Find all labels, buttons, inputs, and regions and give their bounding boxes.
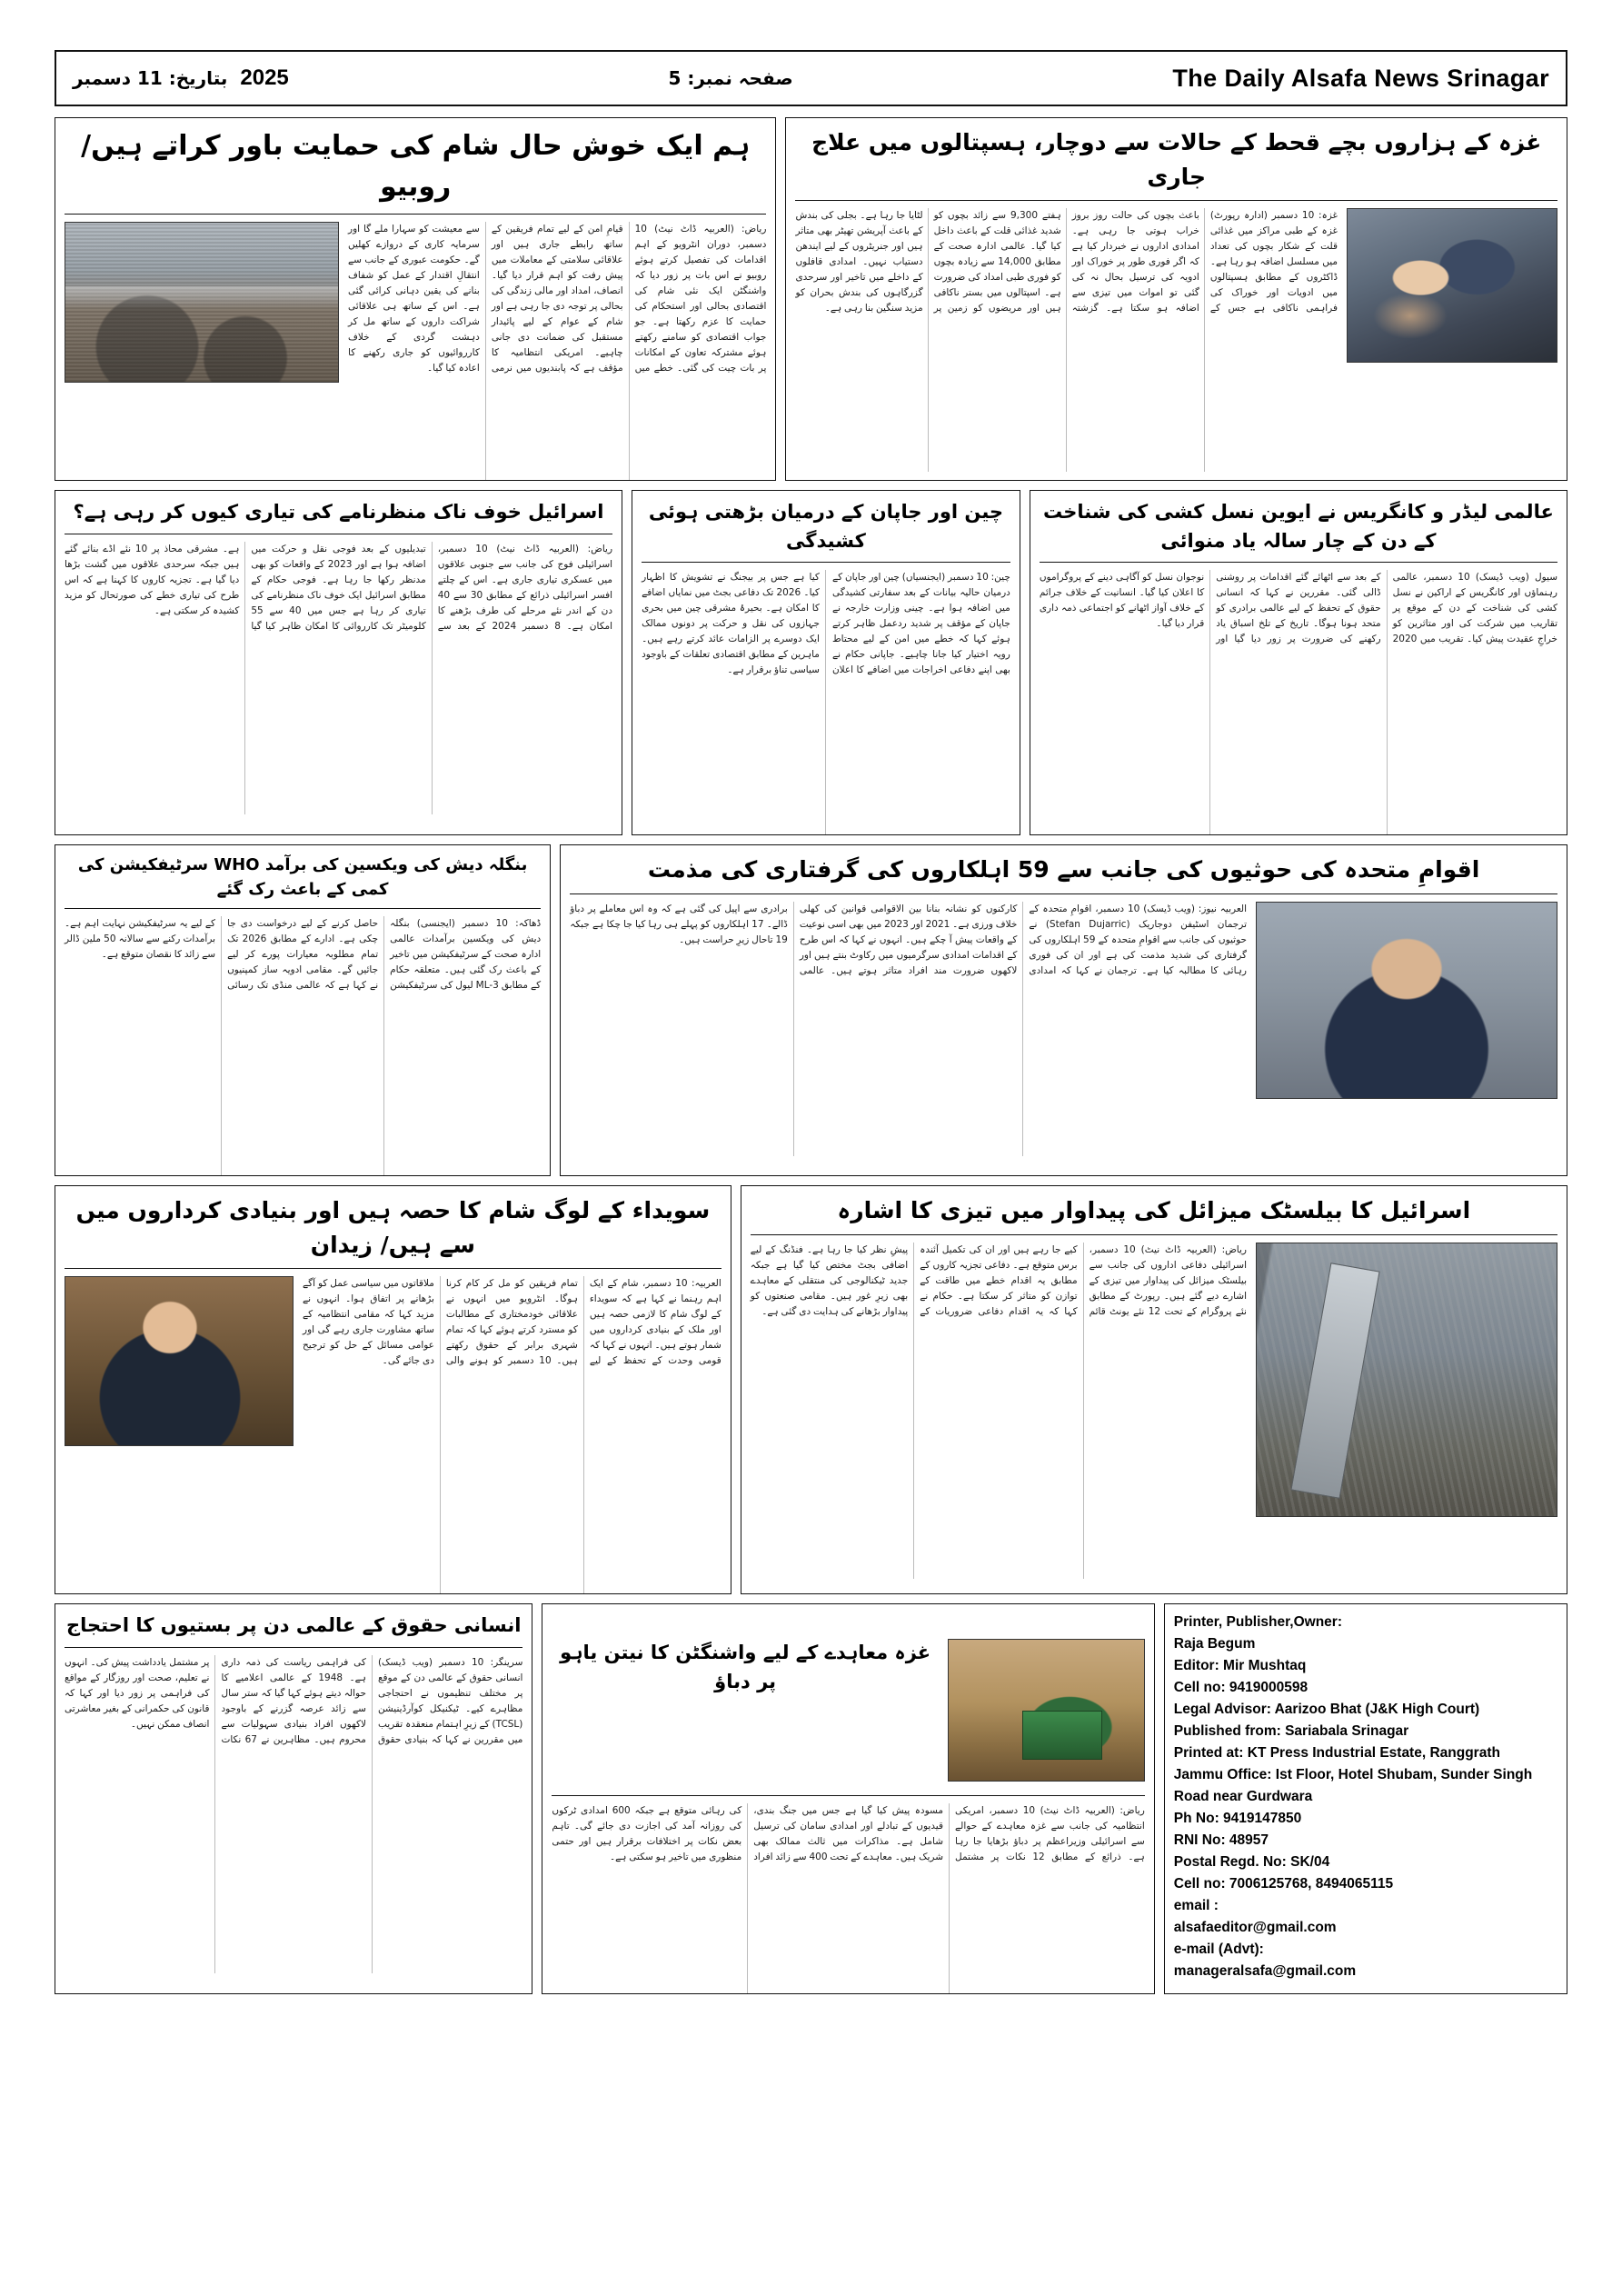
issue-date: بتاریخ: 11 دسمبر xyxy=(73,67,228,89)
body-gaza-deal xyxy=(552,1803,1144,1994)
imprint-box xyxy=(1164,1603,1567,1994)
text-zaidan: شام کے ایک اہم رہنما نے کہا ہے کہ سویداء کے لوگ شام کا لازمی حصہ ہیں اور ملک کے بنیادی کرداروں میں شمار ہوتے ہیں۔ انہوں نے کہا کہ قومی وحدت کے تحفظ کے لیے تمام فریقین کو مل کر کام کرنا ہوگا۔ انٹرویو میں انہوں نے علاقائی خودمختاری کے مطالبات کو مسترد کرتے ہوئے کہا کہ تمام شہری برابر کے حقوق رکھتے ہیں۔ 10 دسمبر کو ہونے والی ملاقاتوں میں سیاسی عمل کو آگے بڑھانے پر اتفاق ہوا۔ انہوں نے مزید کہا کہ مقامی انتظامیہ کے ساتھ مشاورت جاری رہے گی اور عوامی مسائل کے حل کو ترجیح دی جائے گی۔ xyxy=(303,1278,721,1366)
text-gaza-deal: امریکی انتظامیہ کی جانب سے غزہ معاہدے کے حوالے سے اسرائیلی وزیراعظم پر دباؤ بڑھایا جا رہا ہے۔ ذرائع کے مطابق 12 نکات پر مشتمل مسودہ پیش کیا گیا ہے جس میں جنگ بندی، قیدیوں کے تبادلے اور امدادی سامان کی ترسیل شامل ہے۔ مذاکرات میں ثالث ممالک بھی شریک ہیں۔ معاہدے کے تحت 400 سے زائد افراد کی رہائی متوقع ہے جبکہ 600 امدادی ٹرکوں کی روزانہ آمد کی اجازت دی جائے گی۔ تاہم بعض نکات پر اختلافات برقرار ہیں اور حتمی منظوری میں تاخیر ہو سکتی ہے۔ xyxy=(552,1805,1145,1862)
body-israel-scenario xyxy=(65,542,612,814)
body-korea-congress xyxy=(1040,570,1557,835)
photo-tunnel-site xyxy=(948,1639,1145,1782)
divider xyxy=(65,1268,721,1269)
article-gaza-deal xyxy=(542,1603,1154,1994)
divider xyxy=(552,1795,1144,1796)
headline-israel-missile: اسرائیل کا بیلسٹک میزائل کی پیداوار میں تیزی کا اشارہ xyxy=(837,1197,1471,1223)
photo-ballistic-missile xyxy=(1256,1243,1557,1517)
divider xyxy=(795,200,1557,201)
article-china-japan xyxy=(632,490,1020,835)
newspaper-title: The Daily Alsafa News Srinagar xyxy=(1172,64,1549,92)
headline-israel-scenario: اسرائیل خوف ناک منظرنامے کی تیاری کیوں کر رہی ہے؟ xyxy=(73,501,604,523)
imprint-email-editor[interactable]: alsafaeditor@gmail.com xyxy=(1173,1920,1337,1936)
imprint-line: Printed at: KT Press Industrial Estate, Ranggrath xyxy=(1173,1745,1500,1762)
imprint-lines xyxy=(1174,1612,1557,1982)
text-gaza: غزہ کے طبی مراکز میں غذائی قلت کے شکار بچوں کی تعداد میں مسلسل اضافہ ہو رہا ہے۔ ڈاکٹروں کے مطابق ہسپتالوں میں ادویات اور خوراک کی فراہمی ناکافی ہے جس کے باعث بچوں کی حالت روز بروز خراب ہوتی جا رہی ہے۔ امدادی اداروں نے خبردار کیا ہے کہ اگر فوری طور پر خوراک اور ادویہ کی ترسیل بحال نہ کی گئی تو اموات میں تیزی سے اضافہ ہو سکتا ہے۔ گزشتہ ہفتے 9,300 سے زائد بچوں کو شدید غذائی قلت کے باعث داخل کیا گیا۔ عالمی ادارہ صحت کے مطابق 14,000 سے زیادہ بچوں کو فوری طبی امداد کی ضرورت ہے۔ اسپتالوں میں بستر ناکافی ہیں اور مریضوں کو زمین پر لٹایا جا رہا ہے۔ بجلی کی بندش کے باعث آپریشن تھیٹر بھی متاثر ہیں اور جنریٹروں کے لیے ایندھن دستیاب نہیں۔ امدادی قافلوں کے داخلے میں تاخیر اور سرحدی گزرگاہوں کی بندش بحران کو مزید سنگین بنا رہی ہے۔ xyxy=(795,210,1338,314)
divider xyxy=(642,562,1010,563)
headline-bangladesh-who: بنگلہ دیش کی ویکسین کی برآمد WHO سرٹیفکیشن کی کمی کے باعث رک گئے xyxy=(77,855,528,899)
imprint-line: Published from: Sariabala Srinagar xyxy=(1173,1723,1409,1740)
text-bangladesh: بنگلہ دیش کی ویکسین برآمدات عالمی ادارہ صحت کے سرٹیفکیشن میں تاخیر کے باعث رک گئی ہیں۔ متعلقہ حکام کے مطابق ML-3 لیول کی سرٹیفکیشن حاصل کرنے کے لیے درخواست دی جا چکی ہے۔ ادارے کے مطابق 2026 تک تمام مطلوبہ معیارات پورے کر لیے جائیں گے۔ مقامی ادویہ ساز کمپنیوں نے کہا ہے کہ عالمی منڈی تک رسائی کے لیے یہ سرٹیفکیشن نہایت اہم ہے۔ برآمدات رکنے سے سالانہ 50 ملین ڈالر سے زائد کا نقصان متوقع ہے۔ xyxy=(65,918,542,991)
divider xyxy=(1040,562,1557,563)
article-korea-congress xyxy=(1030,490,1567,835)
imprint-line: Raja Begum xyxy=(1173,1636,1256,1652)
divider xyxy=(751,1234,1557,1235)
text-human-rights: انسانی حقوق کے عالمی دن کے موقع پر مختلف تنظیموں نے احتجاجی مظاہرے کیے۔ ٹیکنیکل کوآرڈینیشن (TCSL) کے زیرِ اہتمام منعقدہ تقریب میں مقررین نے کہا کہ بنیادی حقوق کی فراہمی ریاست کی ذمہ داری ہے۔ 1948 کے عالمی اعلامیے کا حوالہ دیتے ہوئے کہا گیا کہ ستر سال سے زائد عرصہ گزرنے کے باوجود لاکھوں افراد بنیادی سہولیات سے محروم ہیں۔ مظاہرین نے 67 نکات پر مشتمل یادداشت پیش کی۔ انہوں نے تعلیم، صحت اور روزگار کے مواقع کی فراہمی پر زور دیا اور کہا کہ قانون کی حکمرانی کے بغیر معاشرتی انصاف ممکن نہیں۔ xyxy=(65,1656,523,1745)
imprint-line: Legal Advisor: Aarizoo Bhat (J&K High Court) xyxy=(1173,1702,1480,1718)
text-missile: اسرائیلی دفاعی اداروں کی جانب سے بیلسٹک میزائل کی پیداوار میں تیزی کے اشارے دیے گئے ہیں۔ رپورٹ کے مطابق نئے پروگرام کے تحت 12 نئے یونٹ قائم کیے جا رہے ہیں اور ان کی تکمیل آئندہ برس متوقع ہے۔ دفاعی تجزیہ کاروں کے مطابق یہ اقدام خطے میں طاقت کے توازن کو متاثر کر سکتا ہے۔ حکام نے کہا کہ یہ اقدام دفاعی ضروریات کے پیشِ نظر کیا جا رہا ہے۔ فنڈنگ کے لیے اضافی بجٹ مختص کیا گیا ہے جبکہ جدید ٹیکنالوجی کی منتقلی کے معاہدے بھی زیرِ غور ہیں۔ مقامی صنعتوں کو پیداوار بڑھانے کی ہدایت دی گئی ہے۔ xyxy=(750,1243,1247,1317)
row-missile-zaidan xyxy=(55,1185,1567,1603)
dateline-rubio: ریاض: (العربیہ ڈاٹ نیٹ) 10 دسمبر، xyxy=(634,224,767,250)
dateline-un: العربیہ نیوز: (ویب ڈیسک) 10 دسمبر، xyxy=(1095,903,1247,914)
imprint-line: Jammu Office: Ist Floor, Hotel Shubam, Sunder Singh Road near Gurdwara xyxy=(1173,1767,1533,1805)
imprint-line: Cell no: 7006125768, 8494065115 xyxy=(1173,1876,1394,1892)
body-un-houthi xyxy=(570,902,1247,1156)
photo-un-spokesperson xyxy=(1256,902,1557,1099)
headline-rubio-syria: ہم ایک خوش حال شام کی حمایت باور کراتے ہیں/ روبیو xyxy=(81,130,751,203)
text-israel-scenario: اسرائیلی فوج کی جانب سے جنوبی علاقوں میں عسکری تیاری جاری ہے۔ اس کے چلتے افسر اسرائیلی ذرائع کے مطابق 30 سے 40 دن کے اندر نئے مرحلے کی طرف بڑھنے کا امکان ہے۔ 8 دسمبر 2024 کے بعد سے تبدیلیوں کے بعد فوجی نقل و حرکت میں اضافہ ہوا ہے اور 2023 کے واقعات کو بھی مدنظر رکھا جا رہا ہے۔ فوجی حکام کے مطابق اسرائیل ایک خوف ناک منظرنامے کی تیاری کر رہا ہے جس میں 40 سے 55 کلومیٹر تک کارروائی کا امکان ظاہر کیا گیا ہے۔ مشرقی محاذ پر 10 نئے اڈے بنائے گئے ہیں جبکہ سرحدی علاقوں میں گشت بڑھا دیا گیا ہے۔ تجزیہ کاروں کا کہنا ہے کہ اس طرح کی تیاری خطے کی صورتحال کو مزید کشیدہ کر سکتی ہے۔ xyxy=(65,543,613,632)
body-bangladesh-who xyxy=(65,916,541,1176)
page-number: صفحہ نمبر: 5 xyxy=(668,67,793,89)
issue-year: 2025 xyxy=(240,65,289,90)
article-israel-scenario xyxy=(55,490,622,835)
headline-un-houthi: اقوامِ متحدہ کی حوثیوں کی جانب سے 59 اہلکاروں کی گرفتاری کی مذمت xyxy=(647,856,1480,883)
divider xyxy=(65,1647,522,1648)
dateline-zaidan: العربیہ: 10 دسمبر، xyxy=(642,1278,721,1289)
headline-gaza-children: غزہ کے ہزاروں بچے قحط کے حالات سے دوچار، ہسپتالوں میں علاج جاری xyxy=(811,129,1542,190)
dateline-gaza-deal: ریاض: (العربیہ ڈاٹ نیٹ) 10 دسمبر، xyxy=(989,1805,1145,1816)
body-gaza-children xyxy=(795,208,1338,472)
article-suwayda-zaidan xyxy=(55,1185,731,1594)
body-china-japan xyxy=(642,570,1010,835)
body-rubio-syria xyxy=(348,222,766,481)
headline-korea-congress: عالمی لیڈر و کانگریس نے ایوین نسل کشی کی شناخت کے دن کے چار سالہ یاد منوائی xyxy=(1043,501,1554,552)
row-lead xyxy=(55,117,1567,490)
dateline-bangladesh: ڈھاکہ: 10 دسمبر (ایجنسی) xyxy=(416,918,542,929)
imprint-line: Editor: Mir Mushtaq xyxy=(1173,1658,1307,1674)
row-three-col xyxy=(55,490,1567,844)
text-china-japan: چین اور جاپان کے درمیان حالیہ بیانات کے بعد سفارتی کشیدگی میں اضافہ ہوا ہے۔ چینی وزارت خارجہ نے جاپان کے مؤقف پر شدید ردعمل ظاہر کرتے ہوئے کہا کہ خطے میں امن کے لیے محتاط رویہ اختیار کیا جانا چاہیے۔ جاپانی حکام نے بھی اپنے دفاعی اخراجات میں اضافے کا اعلان کیا ہے جس پر بیجنگ نے تشویش کا اظہار کیا۔ 2026 تک دفاعی بجٹ میں نمایاں اضافے کا امکان ہے۔ بحیرۂ مشرقی چین میں بحری جہازوں کی نقل و حرکت پر دونوں ممالک ایک دوسرے پر الزامات عائد کرتے رہے ہیں۔ ماہرین کے مطابق اقتصادی تعلقات کے باوجود سیاسی تناؤ برقرار ہے۔ xyxy=(642,572,1010,675)
imprint-line: RNI No: 48957 xyxy=(1173,1832,1269,1849)
headline-gaza-deal: غزہ معاہدے کے لیے واشنگٹن کا نیتن یاہو پر دباؤ xyxy=(560,1642,931,1692)
article-bangladesh-who xyxy=(55,844,551,1176)
headline-human-rights: انسانی حقوق کے عالمی دن پر بستیوں کا احتجاج xyxy=(66,1614,522,1636)
row-bottom xyxy=(55,1603,1567,2003)
dateline-gaza: غزہ: 10 دسمبر (ادارہ رپورٹ) xyxy=(1209,210,1338,221)
article-rubio-syria xyxy=(55,117,776,481)
divider xyxy=(570,893,1557,894)
text-korea: عالمی رہنماؤں اور کانگریس کے اراکین نے نسل کشی کی شناخت کے دن کے موقع پر تقاریب میں شرکت کی اور متاثرین کو خراجِ عقیدت پیش کیا۔ تقریب میں 2020 کے بعد سے اٹھائے گئے اقدامات پر روشنی ڈالی گئی۔ مقررین نے کہا کہ انسانی حقوق کے تحفظ کے لیے عالمی برادری کو متحد ہونا ہوگا۔ تاریخ کے تلخ اسباق یاد رکھنے کی ضرورت پر زور دیا گیا اور نوجوان نسل کو آگاہی دینے کے پروگراموں کا اعلان کیا گیا۔ انسانیت کے خلاف جرائم کے خلاف آواز اٹھانے کو اجتماعی ذمہ داری قرار دیا گیا۔ xyxy=(1039,572,1557,644)
dateline-israel-scenario: ریاض: (العربیہ ڈاٹ نیٹ) 10 دسمبر، xyxy=(437,543,613,554)
body-human-rights xyxy=(65,1655,522,1973)
dateline-human-rights: سرینگر: 10 دسمبر (ویب ڈیسک) xyxy=(377,1656,523,1668)
body-israel-missile xyxy=(751,1243,1247,1579)
imprint-line: Ph No: 9419147850 xyxy=(1173,1811,1302,1827)
divider xyxy=(65,214,766,215)
imprint-line: email : xyxy=(1173,1898,1219,1914)
text-rubio: دوران انٹرویو کے اہم اقدامات کی تفصیل کرتے ہوئے روبیو نے اس بات پر زور دیا کہ واشنگٹن ایک نئی شام کی اقتصادی بحالی اور استحکام کی حمایت کا عزم رکھتا ہے۔ جو جواب اقتصادی کو سامنے رکھتے ہوئے مشترکہ تعاون کے امکانات پر بات چیت کی گئی۔ خطے میں قیامِ امن کے لیے تمام فریقین کے ساتھ رابطے جاری ہیں اور علاقائی سلامتی کے معاملات میں پیش رفت کو اہم قرار دیا گیا۔ انصاف، امداد اور مالی زندگی کی بحالی پر توجہ دی جا رہی ہے اور شام کے عوام کے لیے پائیدار مستقبل کی ضمانت دی جانی چاہیے۔ امریکی انتظامیہ کا مؤقف ہے کہ پابندیوں میں نرمی سے معیشت کو سہارا ملے گا اور سرمایہ کاری کے دروازے کھلیں گے۔ حکومت عبوری کے جانب سے انتقالِ اقتدار کے عمل کو شفاف بنانے کی یقین دہانی کرائی گئی ہے۔ اس کے ساتھ ہی علاقائی شراکت داروں کے ساتھ مل کر دہشت گردی کے خلاف کارروائیوں کو جاری رکھنے کا اعادہ کیا گیا۔ xyxy=(348,224,767,374)
article-un-houthi xyxy=(560,844,1567,1176)
imprint-line: Cell no: 9419000598 xyxy=(1173,1680,1309,1696)
article-human-rights xyxy=(55,1603,532,1994)
imprint-line: e-mail (Advt): xyxy=(1173,1942,1264,1958)
headline-china-japan: چین اور جاپان کے درمیان بڑھتی ہوئی کشیدگی xyxy=(648,501,1004,552)
row-un-who xyxy=(55,844,1567,1185)
article-israel-missile xyxy=(741,1185,1567,1594)
photo-gaza-hospital xyxy=(1347,208,1557,363)
imprint-email-advt[interactable]: manageralsafa@gmail.com xyxy=(1173,1963,1357,1980)
headline-suwayda-zaidan: سویداء کے لوگ شام کا حصہ ہیں اور بنیادی کرداروں میں سے ہیں/ زیدان xyxy=(75,1197,711,1258)
dateline-missile: ریاض: (العربیہ ڈاٹ نیٹ) 10 دسمبر، xyxy=(1089,1243,1247,1255)
article-gaza-children xyxy=(785,117,1567,481)
dateline-korea: سیول (ویب ڈیسک) 10 دسمبر، xyxy=(1423,572,1557,583)
imprint-line: Postal Regd. No: SK/04 xyxy=(1173,1854,1330,1871)
imprint-line: Printer, Publisher,Owner: xyxy=(1173,1614,1342,1630)
body-suwayda-zaidan xyxy=(303,1276,721,1594)
masthead xyxy=(55,50,1567,106)
photo-crowd-rally xyxy=(65,222,339,383)
photo-zaidan-portrait xyxy=(65,1276,294,1446)
divider xyxy=(65,908,541,909)
dateline-china-japan: چین: 10 دسمبر (ایجنسیاں) xyxy=(901,572,1010,583)
text-un: اقوامِ متحدہ کے ترجمان اسٹیفن دوجاریک (Stefan Dujarric) نے حوثیوں کی جانب سے اقوامِ متحدہ کے 59 اہلکاروں کی گرفتاری کی شدید مذمت کی ہے اور ان کی فوری رہائی کا مطالبہ کیا ہے۔ ترجمان نے کہا کہ امدادی کارکنوں کو نشانہ بنانا بین الاقوامی قوانین کی کھلی خلاف ورزی ہے۔ 2021 اور 2023 میں بھی اسی نوعیت کے واقعات پیش آ چکے ہیں۔ انہوں نے کہا کہ اس طرح کے اقدامات امدادی سرگرمیوں میں رکاوٹ بنتے ہیں اور لاکھوں ضرورت مند افراد متاثر ہوتے ہیں۔ عالمی برادری سے اپیل کی گئی ہے کہ وہ اس معاملے پر دباؤ ڈالے۔ 17 اہلکاروں کو پہلے ہی رہا کیا جا چکا ہے جبکہ 19 تاحال زیرِ حراست ہیں۔ xyxy=(570,903,1247,976)
